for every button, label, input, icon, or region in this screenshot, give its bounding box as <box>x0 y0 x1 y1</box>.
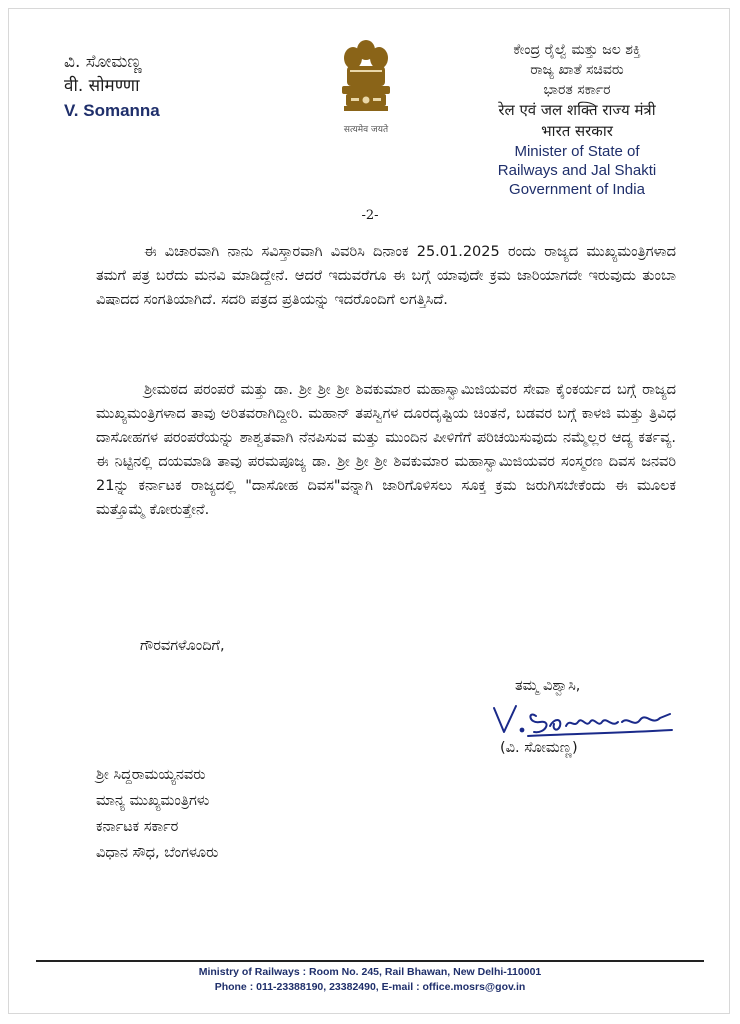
recipient-line: ಕರ್ನಾಟಕ ಸರ್ಕಾರ <box>96 819 179 835</box>
name-english: V. Somanna <box>64 101 160 120</box>
lion-capital-icon <box>336 36 396 120</box>
recipient-line: ವಿಧಾನ ಸೌಧ, ಬೆಂಗಳೂರು <box>96 845 219 861</box>
footer-divider <box>36 960 704 962</box>
designation-hindi-line: रेल एवं जल शक्ति राज्य मंत्री <box>498 101 656 119</box>
designation-kannada-line: ರಾಜ್ಯ ಖಾತೆ ಸಚಿವರು <box>530 62 624 78</box>
footer-address: Ministry of Railways : Room No. 245, Rail Bhawan, New Delhi-110001 <box>198 966 542 978</box>
letterhead-name-block <box>64 50 160 124</box>
recipient-line: ಮಾನ್ಯ ಮುಖ್ಯಮಂತ್ರಿಗಳು <box>96 793 210 809</box>
closing: ತಮ್ಮ ವಿಶ್ವಾಸಿ, <box>515 678 581 694</box>
name-kannada: ವಿ. ಸೋಮಣ್ಣ <box>64 52 142 72</box>
signature-icon <box>488 700 678 740</box>
page-number: -2- <box>361 208 379 223</box>
name-hindi: वी. सोमण्णा <box>64 76 140 96</box>
footer <box>0 965 740 995</box>
body-paragraph-2: ಶ್ರೀಮಠದ ಪರಂಪರೆ ಮತ್ತು ಡಾ. ಶ್ರೀ ಶ್ರೀ ಶ್ರೀ ಶಿವಕುಮಾರ ಮಹಾಸ್ವಾಮಿಜಿಯವರ ಸೇವಾ ಕೈಂಕರ್ಯದ ಬಗ್ಗೆ ರಾಜ್ಯದ ಮುಖ್ಯಮಂತ್ರಿಗಳಾದ ತಾವು ಅರಿತವರಾಗಿದ್ದೀರಿ. ಮಹಾನ್ ತಪಸ್ವಿಗಳ ದೂರದೃಷ್ಟಿಯ ಚಿಂತನೆ, ಬಡವರ ಬಗ್ಗೆ ಕಾಳಜಿ ಮತ್ತು ತ್ರಿವಿಧ ದಾಸೋಹಗಳ ಪರಂಪರೆಯನ್ನು ಶಾಶ್ವತವಾಗಿ ನೆನಪಿಸುವ ಮತ್ತು ಮುಂದಿನ ಪೀಳಿಗೆಗೆ ಪರಿಚಯಿಸುವುದು ನಮ್ಮೆಲ್ಲರ ಆದ್ಯ ಕರ್ತವ್ಯ. ಈ ನಿಟ್ಟಿನಲ್ಲಿ ದಯಮಾಡಿ ತಾವು ಪರಮಪೂಜ್ಯ ಡಾ. ಶ್ರೀ ಶ್ರೀ ಶ್ರೀ ಶಿವಕುಮಾರ ಮಹಾಸ್ವಾಮಿಜಿಯವರ ಸಂಸ್ಮರಣ ದಿವಸ ಜನವರಿ 21ನ್ನು ಕರ್ನಾಟಕ ರಾಜ್ಯದಲ್ಲಿ "ದಾಸೋಹ ದಿವಸ"ವನ್ನಾಗಿ ಜಾರಿಗೊಳಿಸಲು ಸೂಕ್ತ ಕ್ರಮ ಜರುಗಿಸಬೇಕೆಂದು ಈ ಮೂಲಕ ಮತ್ತೊಮ್ಮೆ ಕೋರುತ್ತೇನೆ. <box>96 382 676 518</box>
footer-contact: Phone : 011-23388190, 23382490, E-mail : office.mosrs@gov.in <box>214 981 526 993</box>
emblem-motto: सत्यमेव जयते <box>343 125 389 135</box>
designation-hindi-line: भारत सरकार <box>541 122 613 140</box>
recipient-address <box>96 762 218 866</box>
designation-english-line: Minister of State of <box>514 143 640 160</box>
greeting: ಗೌರವಗಳೊಂದಿಗೆ, <box>140 638 225 654</box>
designation-english-line: Railways and Jal Shakti <box>497 162 657 179</box>
letterhead-designation-block <box>462 40 692 199</box>
handwritten-signature <box>488 700 678 744</box>
body-paragraph-1: ಈ ವಿಚಾರವಾಗಿ ನಾನು ಸವಿಸ್ತಾರವಾಗಿ ವಿವರಿಸಿ ದಿನಾಂಕ 25.01.2025 ರಂದು ರಾಜ್ಯದ ಮುಖ್ಯಮಂತ್ರಿಗಳಾದ ತಮಗೆ ಪತ್ರ ಬರೆದು ಮನವಿ ಮಾಡಿದ್ದೇನೆ. ಆದರೆ ಇದುವರೆಗೂ ಈ ಬಗ್ಗೆ ಯಾವುದೇ ಕ್ರಮ ಜಾರಿಯಾಗದೇ ಇರುವುದು ತುಂಬಾ ವಿಷಾದದ ಸಂಗತಿಯಾಗಿದೆ. ಸದರಿ ಪತ್ರದ ಪ್ರತಿಯನ್ನು ಇದರೊಂದಿಗೆ ಲಗತ್ತಿಸಿದೆ. <box>96 244 676 308</box>
national-emblem <box>318 36 414 135</box>
designation-kannada-line: ಭಾರತ ಸರ್ಕಾರ <box>543 82 611 98</box>
designation-kannada-line: ಕೇಂದ್ರ ರೈಲ್ವೆ ಮತ್ತು ಜಲ ಶಕ್ತಿ <box>513 42 641 58</box>
signatory-name: (ವಿ. ಸೋಮಣ್ಣ) <box>500 740 578 756</box>
recipient-line: ಶ್ರೀ ಸಿದ್ದರಾಮಯ್ಯನವರು <box>96 767 206 783</box>
designation-english-line: Government of India <box>509 181 645 198</box>
